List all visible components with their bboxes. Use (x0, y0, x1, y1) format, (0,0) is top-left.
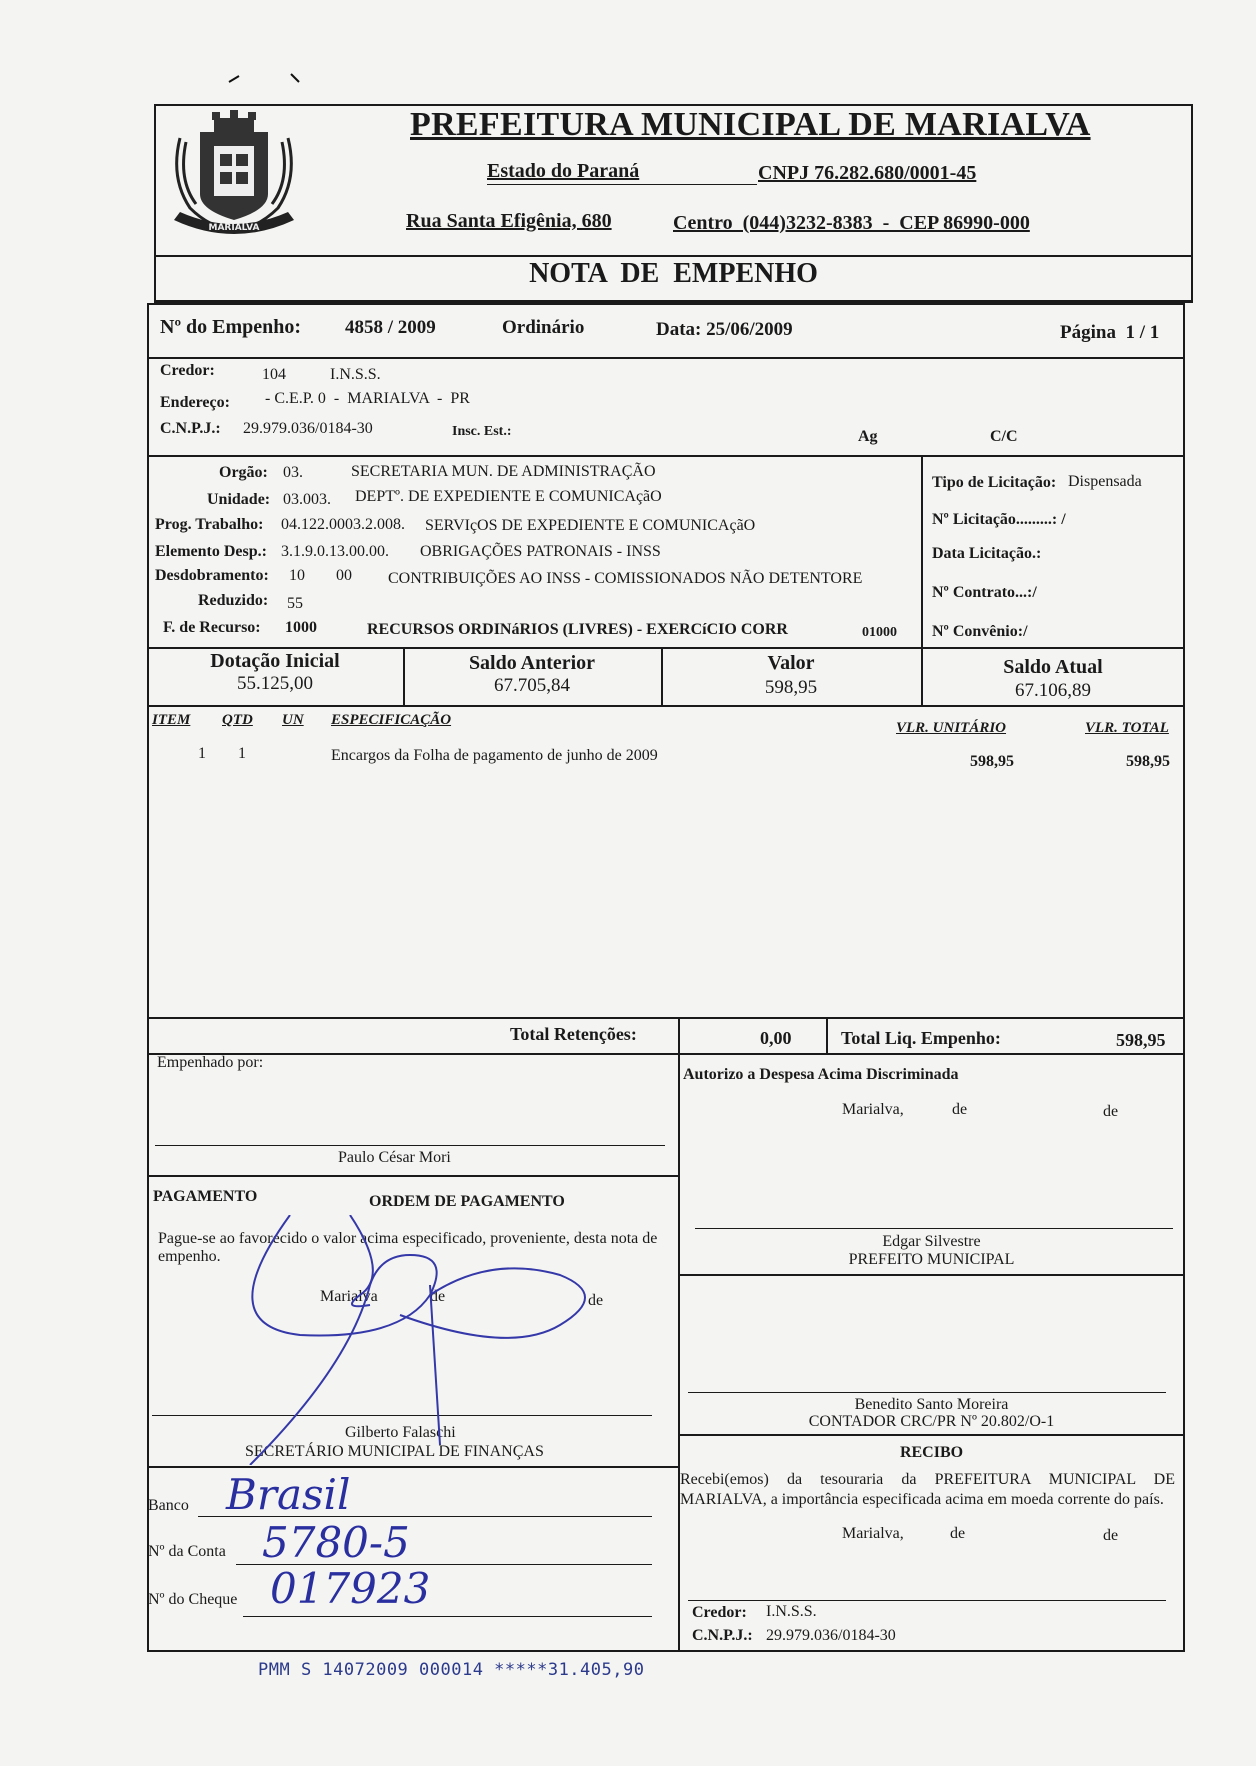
tipo-licitacao-value: Dispensada (1068, 473, 1142, 490)
dotacao-value: 55.125,00 (237, 673, 313, 694)
recibo-cnpj-value: 29.979.036/0184-30 (766, 1627, 896, 1644)
credor-code: 104 (262, 366, 286, 383)
recurso-name: RECURSOS ORDINáRIOS (LIVRES) - EXERCíCIO CORR (367, 621, 788, 638)
empenho-number: 4858 / 2009 (345, 317, 436, 338)
unidade-label: Unidade: (207, 491, 271, 508)
elemento-name: OBRIGAÇÕES PATRONAIS - INSS (420, 543, 661, 560)
state-underline (487, 184, 757, 185)
secretario-signature (230, 1215, 650, 1465)
header-especificacao: ESPECIFICAÇÃO (331, 712, 452, 728)
empenhado-label: Empenhado por: (157, 1054, 264, 1071)
document-title: NOTA DE EMPENHO (529, 258, 818, 289)
credor-name: I.N.S.S. (330, 366, 381, 383)
saldo-anterior-label: Saldo Anterior (468, 652, 596, 674)
unidade-name: DEPTº. DE EXPEDIENTE E COMUNICAçãO (355, 488, 662, 505)
pagamento-text: Pague-se ao favorecido o valor acima especificado, proveniente, desta nota de empenho. (158, 1230, 658, 1265)
secretario-role: SECRETÁRIO MUNICIPAL DE FINANÇAS (245, 1443, 544, 1460)
prefeito-role: PREFEITO MUNICIPAL (848, 1251, 1015, 1268)
scan-mark-icon (225, 66, 305, 88)
empenhado-name: Paulo César Mori (338, 1149, 451, 1166)
page-number: Página 1 / 1 (1060, 322, 1160, 343)
liquido-value: 598,95 (1116, 1030, 1166, 1050)
recibo-de-1: de (950, 1525, 966, 1542)
pagamento-label: PAGAMENTO (153, 1188, 258, 1205)
cheque-label: Nº do Cheque (148, 1591, 238, 1608)
item-row-item: 1 (198, 745, 206, 762)
numero-contrato: Nº Contrato...:/ (932, 584, 1037, 601)
prefeito-name: Edgar Silvestre (882, 1233, 981, 1250)
empenho-label: Nº do Empenho: (160, 316, 302, 338)
secretario-divider (147, 1466, 678, 1468)
totals-divider (147, 705, 1185, 707)
credor-divider (147, 455, 1185, 457)
svg-text:MARIALVA: MARIALVA (208, 223, 260, 233)
summary-sep-2 (826, 1017, 828, 1053)
numero-convenio: Nº Convênio:/ (932, 623, 1028, 640)
prefeito-signature-line (695, 1228, 1173, 1229)
coat-of-arms-logo (160, 98, 308, 246)
items-divider (147, 1017, 1185, 1019)
conta-value: 5780-5 (262, 1518, 410, 1567)
autorizo-de-2: de (1103, 1103, 1119, 1120)
retencoes-label: Total Retenções: (510, 1024, 637, 1044)
header-qtd: QTD (222, 712, 253, 728)
orgao-label: Orgão: (219, 464, 268, 481)
item-row-total: 598,95 (1126, 753, 1170, 770)
address-rest: Centro (044)3232-8383 - CEP 86990-000 (673, 212, 1030, 234)
recibo-credor-label: Credor: (692, 1604, 747, 1621)
contador-name: Benedito Santo Moreira (854, 1396, 1009, 1413)
saldo-atual-label: Saldo Atual (1003, 656, 1103, 678)
reduzido-value: 55 (287, 595, 303, 612)
recurso-label: F. de Recurso: (163, 619, 261, 636)
autorizo-label: Autorizo a Despesa Acima Discriminada (683, 1066, 959, 1083)
header-item: ITEM (152, 712, 191, 728)
recibo-text: Recebi(emos) da tesouraria da PREFEITURA MUNICIPAL DE MARIALVA, a importância especificada acima em moeda corrente do país. (680, 1471, 1175, 1508)
retencoes-value: 0,00 (760, 1028, 792, 1048)
desdobramento-name: CONTRIBUIÇÕES AO INSS - COMISSIONADOS NÃO DETENTORE (388, 570, 863, 587)
desdobramento-label: Desdobramento: (155, 567, 269, 584)
empenho-divider (147, 357, 1185, 359)
banco-value: Brasil (226, 1470, 351, 1519)
item-row-spec: Encargos da Folha de pagamento de junho de 2009 (331, 747, 658, 764)
cheque-line (243, 1616, 652, 1617)
recibo-cnpj-label: C.N.P.J.: (692, 1627, 753, 1644)
unidade-code: 03.003. (283, 491, 331, 508)
credor-label: Credor: (160, 362, 215, 379)
contador-role: CONTADOR CRC/PR Nº 20.802/O-1 (808, 1413, 1055, 1430)
empenhado-divider (147, 1175, 678, 1177)
item-row-qtd: 1 (238, 745, 246, 762)
banco-label: Banco (148, 1497, 189, 1514)
prog-label: Prog. Trabalho: (155, 516, 264, 533)
cnpj-header: CNPJ 76.282.680/0001-45 (758, 162, 977, 184)
elemento-code: 3.1.9.0.13.00.00. (281, 543, 389, 560)
header-vlr-total: VLR. TOTAL (1085, 720, 1169, 736)
cheque-value: 017923 (270, 1564, 431, 1613)
address-street: Rua Santa Efigênia, 680 (406, 210, 612, 232)
elemento-label: Elemento Desp.: (155, 543, 267, 560)
insc-est-label: Insc. Est.: (452, 424, 512, 439)
desdobramento-code-a: 10 (289, 567, 305, 584)
ordem-pagamento-label: ORDEM DE PAGAMENTO (369, 1193, 565, 1210)
saldo-atual-value: 67.106,89 (1015, 680, 1091, 701)
contador-divider (678, 1434, 1185, 1436)
recibo-city: Marialva, (842, 1525, 904, 1542)
liquido-label: Total Liq. Empenho: (841, 1028, 1001, 1048)
empenhado-signature-line (155, 1145, 665, 1146)
prog-name: SERVIçOS DE EXPEDIENTE E COMUNICAçãO (425, 517, 756, 534)
autorizo-de-1: de (952, 1101, 968, 1118)
header-un: UN (282, 712, 304, 728)
ag-label: Ag (858, 428, 878, 445)
prefeito-divider (678, 1274, 1185, 1276)
reduzido-label: Reduzido: (198, 592, 269, 609)
desdobramento-code-b: 00 (336, 567, 352, 584)
item-row-unit: 598,95 (970, 753, 1014, 770)
payment-stamp: PMM S 14072009 000014 *****31.405,90 (258, 1660, 645, 1680)
empenho-date: Data: 25/06/2009 (656, 319, 793, 340)
contador-signature-line (688, 1392, 1166, 1393)
header-divider (154, 255, 1193, 257)
lower-center-divider (678, 1053, 680, 1652)
data-licitacao: Data Licitação.: (932, 545, 1042, 562)
dotacao-label: Dotação Inicial (210, 650, 340, 672)
saldo-anterior-value: 67.705,84 (494, 675, 570, 696)
valor-value: 598,95 (764, 677, 818, 698)
conta-label: Nº da Conta (148, 1543, 226, 1560)
tipo-licitacao-label: Tipo de Licitação: (932, 474, 1057, 491)
pagamento-city: Marialva (320, 1288, 378, 1305)
prog-code: 04.122.0003.2.008. (281, 516, 405, 533)
recibo-signature-line (688, 1600, 1166, 1601)
recibo-label: RECIBO (899, 1444, 964, 1461)
recibo-de-2: de (1103, 1527, 1119, 1544)
empenho-type: Ordinário (502, 317, 585, 338)
recurso-extra: 01000 (862, 625, 897, 640)
city-hall-title: PREFEITURA MUNICIPAL DE MARIALVA (410, 106, 1091, 143)
header-vlr-unitario: VLR. UNITÁRIO (896, 720, 1007, 736)
credor-cnpj-label: C.N.P.J.: (160, 420, 221, 437)
numero-licitacao: Nº Licitação.........: / (932, 511, 1066, 528)
valor-label: Valor (767, 652, 815, 674)
endereco-label: Endereço: (160, 394, 230, 411)
licitacao-divider (921, 455, 923, 647)
state-name: Estado do Paraná (487, 160, 640, 182)
summary-divider (147, 1053, 1185, 1055)
credor-cnpj: 29.979.036/0184-30 (243, 420, 373, 437)
credor-address: - C.E.P. 0 - MARIALVA - PR (265, 390, 470, 407)
secretario-name: Gilberto Falaschi (345, 1424, 456, 1441)
orgao-code: 03. (283, 464, 303, 481)
orgao-name: SECRETARIA MUN. DE ADMINISTRAÇÃO (351, 463, 656, 480)
cc-label: C/C (990, 428, 1018, 445)
recibo-credor-value: I.N.S.S. (766, 1603, 817, 1620)
summary-sep-1 (678, 1017, 680, 1053)
pagamento-de-1: de (430, 1288, 446, 1305)
recurso-code: 1000 (285, 619, 317, 636)
classification-divider (147, 647, 1185, 649)
pagamento-de-2: de (588, 1292, 604, 1309)
autorizo-city: Marialva, (842, 1101, 904, 1118)
